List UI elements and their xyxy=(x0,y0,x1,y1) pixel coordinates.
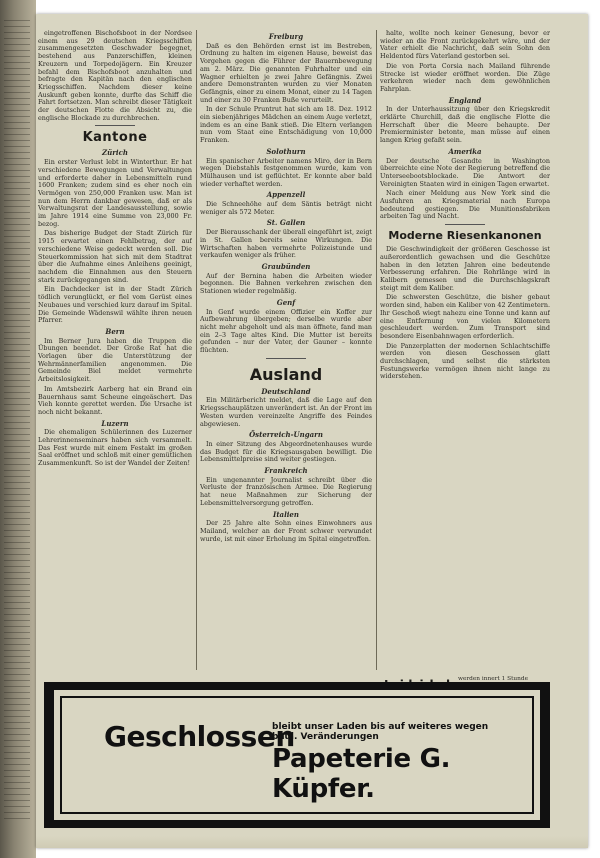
section-heading-kantone: Kantone xyxy=(82,130,148,146)
paragraph: Ein Militärbericht meldet, daß die Lage auf den Kriegsschauplätzen unverändert ist. An der Front im Westen wurden vereinzelte Angriffe des Feindes abgewiesen. xyxy=(200,396,372,428)
subheading-freiburg: Freiburg xyxy=(268,32,304,41)
ad-headline-geschlossen: Geschlossen xyxy=(104,720,295,753)
paragraph: eingetroffenen Bischofsboot in der Nordsee einem aus 29 deutschen Kriegsschiffen zusammengesetzten Geschwader begegnet, bestehend aus Panzerschiffen, kleinen Kreuzern und Torpedojägern. Ein Kreuzer befahl dem Bischofsboot anzuhalten und befragte den Kapitän nach den englischen Kriegsschiffen. Nachdem dieser keine Auskunft geben konnte, durfte das Schiff die Fahrt fortsetzen. Man schreibt dieser Tätigkeit der deutschen Flotte die Absicht zu, die englische Blockade zu durchbrechen. xyxy=(38,30,192,122)
paragraph: In der Schule Pruntrut hat sich am 18. Dez. 1912 ein siebenjähriges Mädchen an einem Auge verletzt, indem es an eine Bank stieß. Die Eltern verlangen nun vom Staat eine Entschädigung von 10,000 Franken. xyxy=(200,105,372,145)
closed-advertisement xyxy=(44,682,550,828)
subheading-solothurn: Solothurn xyxy=(266,146,306,156)
subheading-england: England xyxy=(448,95,482,105)
paragraph: Der deutsche Gesandte in Washington überreichte eine Note der Regierung betreffend die Unterseebootsblockade. Die Antwort der Vereinigten Staaten wird in einigen Tagen erwartet. xyxy=(380,156,550,188)
subheading-frankreich: Frankreich xyxy=(264,466,308,476)
subheading-appenzell: Appenzell xyxy=(266,190,306,200)
paragraph: Die Geschwindigkeit der größeren Geschosse ist außerordentlich gewachsen und die Geschütze haben in den letzten Jahren eine bedeutende Verbesserung erfahren. Die Rohrlänge wird in Kalibern gemessen und die Durchschlagskraft steigt mit dem Kaliber. xyxy=(380,245,550,292)
paragraph: Ein ungenannter Journalist schreibt über die Verluste der französischen Armee. Die Regierung hat neue Maßnahmen zur Sicherung der Lebensmittelversorgung getroffen. xyxy=(200,475,372,507)
column-right xyxy=(380,30,550,660)
binding-spine xyxy=(0,0,36,858)
paragraph: Der Bierausschank der überall eingeführt ist, zeigt in St. Gallen bereits seine Wirkungen. Die Wirtschaften haben vermehrte Polizeistunde und verkaufen weniger als früher. xyxy=(200,228,372,260)
divider xyxy=(445,224,485,225)
paragraph: Das bisherige Budget der Stadt Zürich für 1915 erwartet einen Fehlbetrag, der auf verschiedene Weise gedeckt werden soll. Die Steuerkommission hat sich mit dem Stadtrat über die Aufnahme eines Anleihens geeinigt, nachdem die Einnahmen aus den Steuern stark zurückgegangen sind. xyxy=(38,229,192,284)
paragraph: Die schwersten Geschütze, die bisher gebaut worden sind, haben ein Kaliber von 42 Zentimetern. Ihr Geschoß wiegt nahezu eine Tonne und kann auf eine Entfernung von vielen Kilometern geschleudert werden. Zum Transport sind besondere Eisenbahnwagen erforderlich. xyxy=(380,293,550,340)
paragraph: In der Unterhaussitzung über den Kriegskredit erklärte Churchill, daß die englische Flotte die Herrschaft über die Meere behaupte. Der Premierminister betonte, man müsse auf einen langen Krieg gefaßt sein. xyxy=(380,105,550,145)
paragraph: In einer Sitzung des Abgeordnetenhauses wurde das Budget für die Kriegsausgaben bewilligt. Die Lebensmittelpreise sind weiter gestiegen. xyxy=(200,439,372,464)
column-rule xyxy=(196,30,197,670)
paragraph: Ein Dachdecker ist in der Stadt Zürich tödlich verunglückt, er fiel vom Gerüst eines Neubaues und verschied kurz darauf im Spital. Die Gemeinde Wädenswil wählte ihren neuen Pfarrer. xyxy=(38,285,192,325)
subheading-genf: Genf xyxy=(276,297,296,307)
section-heading-ausland: Ausland xyxy=(249,364,323,384)
paragraph: Daß es den Behörden ernst ist im Bestreben, Ordnung zu halten im eigenen Hause, beweist das Vorgehen gegen die Führer der Bauernbewegung am 2. März. Die genannten Fuhrhalter und ein Wagner erhielten je zwei Jahre Gefängnis. Zwei andere Demonstranten wurden zu vier Monaten Gefängnis, einer zu einem Monat, einer zu 14 Tagen und einer zu 30 Franken Buße verurteilt. xyxy=(200,41,372,104)
paragraph: In Genf wurde einem Offizier ein Koffer zur Aufbewahrung übergeben; derselbe wurde aber nicht mehr abgeholt und als man öffnete, fand man ein 2–3 Tage altes Kind. Die Mutter ist bereits gefunden – nur der Vater, der Gauner – konnte flüchten. xyxy=(200,307,372,355)
subheading-bern: Bern xyxy=(105,326,125,336)
divider xyxy=(266,358,306,359)
column-middle xyxy=(200,30,372,660)
section-heading-riesenkanonen: Moderne Riesenkanonen xyxy=(388,229,542,243)
paragraph: halte, wollte noch keiner Genesung, bevor er wieder an die Front zurückgekehrt wäre, und der Vater erhielt die Nachricht, daß sein Sohn den Heldentod fürs Vaterland gestorben sei. xyxy=(380,30,550,61)
paragraph: Ein spanischer Arbeiter namens Miro, der in Bern wegen Diebstahls festgenommen wurde, kam von Mülhausen und ist geflüchtet. Er konnte aber bald wieder verhaftet werden. xyxy=(200,156,372,188)
column-left xyxy=(38,30,192,660)
ad-shop-name: Papeterie G. Küpfer. xyxy=(272,744,451,804)
ad-subline: bleibt unser Laden bis auf weiteres wegen baul. Veränderungen xyxy=(272,722,489,742)
paragraph: Nach einer Meldung aus New York sind die Ausfuhren an Kriegsmaterial nach Europa bedeutend gestiegen. Die Munitionsfabriken arbeiten Tag und Nacht. xyxy=(380,189,550,221)
divider xyxy=(95,125,135,126)
notice-text: werden innert 1 Stunde xyxy=(458,676,529,682)
spine-text-lines xyxy=(4,20,30,820)
subheading-amerika: Amerika xyxy=(448,146,482,156)
subheading-italien: Italien xyxy=(273,509,299,519)
column-rule xyxy=(376,30,377,670)
paragraph: Die Schneehöhe auf dem Säntis beträgt nicht weniger als 572 Meter. xyxy=(200,200,372,216)
subheading-graubuenden: Graubünden xyxy=(261,261,311,271)
paragraph: Im Berner Jura haben die Truppen die Übungen beendet. Der Große Rat hat die Vorlagen über die Unterstützung der Wehrmännerfamilien angenommen. Die Gemeinde Biel meldet vermehrte Arbeitslosigkeit. xyxy=(38,336,192,384)
paragraph: Die ehemaligen Schülerinnen des Luzerner Lehrerinnenseminars haben sich versammelt. Das Fest wurde mit einem Festakt im großen Saal eröffnet und schloß mit einer gemütlichen Zusammenkunft. So ist der Wandel der Zeiten! xyxy=(38,428,192,468)
paragraph: Die von Porta Corsia nach Mailand führende Strecke ist wieder eröffnet worden. Die Züge verkehren wieder nach dem gewöhnlichen Fahrplan. xyxy=(380,61,550,93)
subheading-luzern: Luzern xyxy=(101,418,129,428)
subheading-st-gallen: St. Gallen xyxy=(266,218,306,228)
paragraph: Der 25 Jahre alte Sohn eines Einwohners aus Mailand, welcher an der Front schwer verwundet wurde, ist mit einer Erholung im Spital eingetroffen. xyxy=(200,519,372,543)
subheading-zurich: Zürich xyxy=(102,148,128,158)
paragraph: Auf der Bernina haben die Arbeiten wieder begonnen. Die Bahnen verkehren zwischen den Stationen wieder regelmäßig. xyxy=(200,271,372,296)
subheading-deutschland: Deutschland xyxy=(261,386,311,396)
subheading-oesterreich-ungarn: Österreich-Ungarn xyxy=(249,430,323,440)
page-bottom-edge xyxy=(36,836,588,848)
paragraph: Die Panzerplatten der modernen Schlachtschiffe werden von diesen Geschossen glatt durchschlagen, und selbst die stärksten Festungswerke vermögen ihnen nicht lange zu widerstehen. xyxy=(380,341,550,381)
paragraph: Ein erster Verlust lebt in Winterthur. Er hat verschiedene Bewegungen und Verwaltungen und erforderte daher in Lebensmitteln rund 1600 Franken; zudem sind es eher noch ein Vermögen von 250,000 Franken usw. Man ist nun dem Herrn dankbar gewesen, daß er als Verwaltungsrat der Landesausstellung, sowie im Jahre 1914 eine Summe von 23,000 Fr. bezog. xyxy=(38,158,192,228)
paragraph: Im Amtsbezirk Aarberg hat ein Brand ein Bauernhaus samt Scheune eingeäschert. Das Vieh konnte gerettet werden. Die Ursache ist noch nicht bekannt. xyxy=(38,384,192,416)
